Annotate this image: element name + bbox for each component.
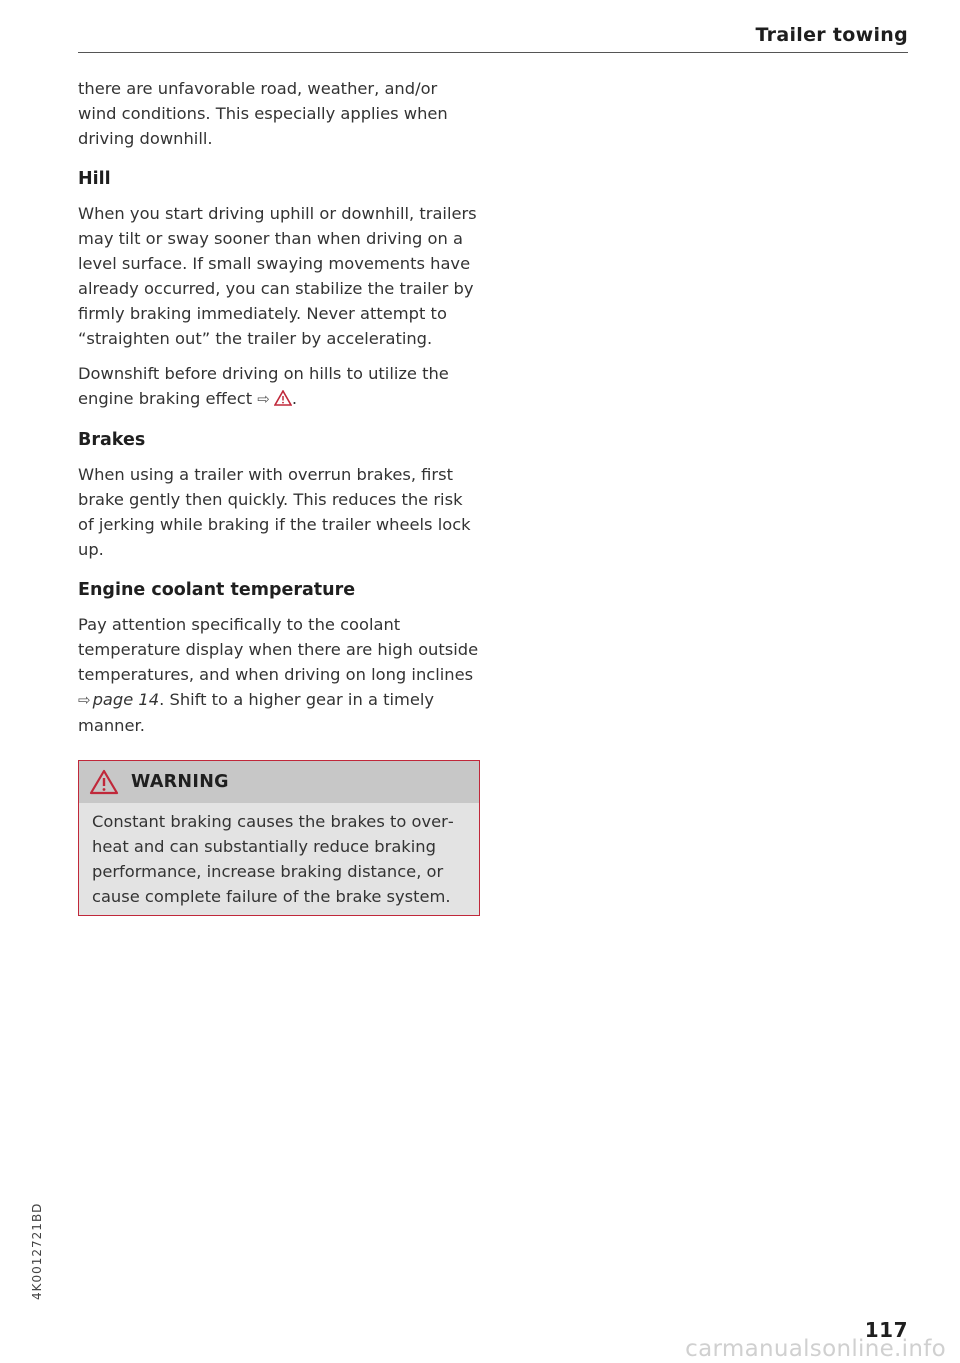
header-rule: [78, 52, 908, 53]
arrow-right-icon: ⇨: [257, 390, 270, 408]
page-header-title: Trailer towing: [755, 24, 908, 46]
watermark: carmanualsonline.info: [685, 1336, 946, 1362]
warning-title: WARNING: [131, 772, 229, 792]
hill-paragraph-1: When you start driving uphill or downhill, trailers may tilt or sway sooner than when driving on a level surface. If small swaying movements have already occurred, you can stabilize the trailer by firmly braking immediately. Never attempt to “straighten out” the trailer by accelerating.: [78, 204, 477, 348]
brakes-paragraph: When using a trailer with overrun brakes, first brake gently then quickly. This reduces the risk of jerking while braking if the trailer wheels lock up.: [78, 465, 471, 559]
coolant-paragraph-end: . Shift to a higher gear in a timely manner.: [78, 690, 435, 735]
page-number: 117: [864, 1318, 908, 1342]
brakes-heading: Brakes: [78, 430, 146, 450]
coolant-paragraph-start: Pay attention specifically to the coolant temperature display when there are high outside temperatures, and when driving on long inclines: [78, 615, 479, 684]
warning-text: Constant braking causes the brakes to overheat and can substantially reduce braking performance, increase braking distance, or cause complete failure of the brake system.: [79, 803, 479, 915]
page-reference-link[interactable]: page 14: [92, 690, 160, 709]
hill-paragraph-2: [78, 361, 480, 412]
main-column: [78, 76, 480, 916]
intro-paragraph: there are unfavorable road, weather, and/or wind conditions. This especially applies when driving downhill.: [78, 79, 448, 148]
warning-triangle-icon: [89, 769, 119, 795]
warning-triangle-icon[interactable]: [274, 390, 292, 406]
hill-heading: Hill: [78, 169, 111, 189]
warning-header: [79, 761, 479, 803]
arrow-right-icon: ⇨: [78, 691, 91, 709]
coolant-heading: Engine coolant temperature: [78, 580, 356, 600]
coolant-paragraph: [78, 612, 480, 738]
hill-paragraph-2-text: Downshift before driving on hills to utilize the engine braking effect: [78, 364, 449, 408]
document-code: 4K0012721BD: [30, 1202, 44, 1300]
hill-paragraph-2-end: .: [291, 389, 298, 408]
warning-box: [78, 760, 480, 916]
